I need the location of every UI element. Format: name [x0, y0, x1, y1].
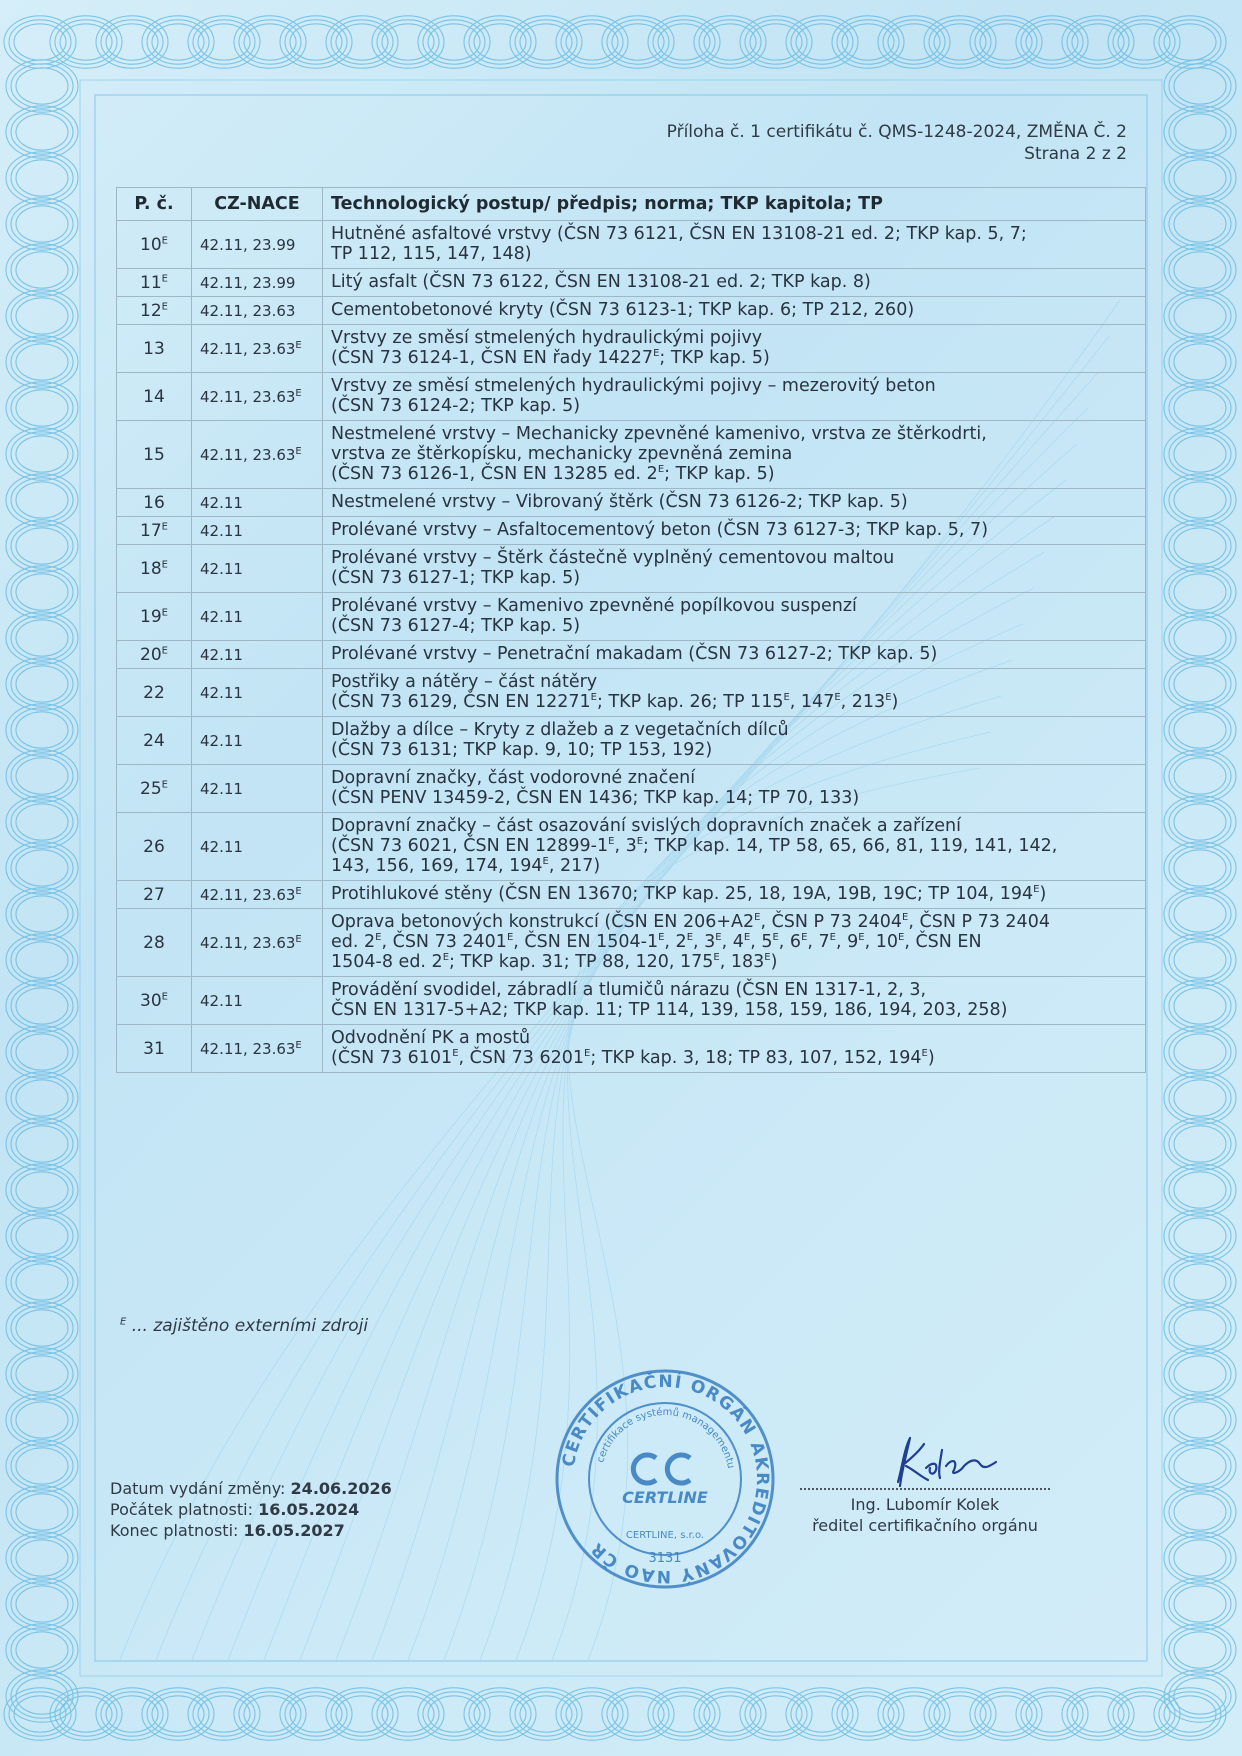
row-number — [117, 545, 192, 593]
procedure-description — [323, 517, 1146, 545]
procedure-line: Nestmelené vrstvy – Mechanicky zpevněné kamenivo, vrstva ze štěrkodrti, — [331, 424, 987, 444]
page-number: Strana 2 z 2 — [1024, 144, 1127, 164]
document-header — [667, 121, 1127, 165]
procedure-description — [323, 813, 1146, 881]
procedure-line: Cementobetonové kryty (ČSN 73 6123-1; TKP kap. 6; TP 212, 260) — [331, 300, 915, 320]
appendix-reference: Příloha č. 1 certifikátu č. QMS-1248-2024, ZMĚNA Č. 2 — [666, 122, 1127, 142]
external-source-mark: E — [715, 932, 722, 944]
row-number — [117, 909, 192, 977]
row-number-value: 19 — [140, 606, 162, 627]
external-source-mark: E — [161, 606, 168, 618]
procedure-line: 143, 156, 169, 174, $194^E$, 217) — [331, 856, 601, 876]
nace-code-value: 42.11 — [200, 493, 243, 512]
nace-code-value: 42.11 — [200, 607, 243, 626]
table-row — [117, 325, 1146, 373]
table-row — [117, 1025, 1146, 1073]
nace-code-value: 42.11 — [200, 683, 243, 702]
table-row — [117, 517, 1146, 545]
nace-code — [192, 489, 323, 517]
stamp-outer-text: CERTIFIKAČNÍ ORGÁN AKREDITOVANÝ NAO ČR — [558, 1371, 773, 1587]
nace-code — [192, 881, 323, 909]
start-date-line — [110, 1499, 392, 1520]
row-number-value: 15 — [143, 444, 165, 465]
nace-code-value: 42.11, 23.63 — [200, 933, 296, 952]
row-number-value: 30 — [140, 990, 162, 1011]
procedure-line: (ČSN 73 6131; TKP kap. 9, 10; TP 153, 192) — [331, 740, 713, 760]
row-number — [117, 297, 192, 325]
external-source-mark: E — [801, 932, 808, 944]
external-source-mark: E — [764, 952, 771, 964]
footnote-text: ... zajištěno externími zdroji — [131, 1316, 369, 1336]
procedure-line: Hutněné asfaltové vrstvy (ČSN 73 6121, ČSN EN 13108-21 ed. 2; TKP kap. 5, 7; — [331, 224, 1027, 244]
procedure-line: Odvodnění PK a mostů — [331, 1028, 531, 1048]
external-source-mark: E — [295, 445, 302, 457]
signer-role: ředitel certifikačního orgánu — [812, 1516, 1038, 1535]
end-date-value: 16.05.2027 — [243, 1521, 345, 1540]
certification-stamp — [552, 1366, 778, 1592]
procedure-line: Prolévané vrstvy – Kamenivo zpevněné popílkovou suspenzí — [331, 596, 857, 616]
procedure-line: (ČSN 73 6021, ČSN EN $12899-1^E$, $3^E$; TKP kap. 14, TP 58, 65, 66, 81, 119, 141, 142, — [331, 836, 1058, 856]
row-number-value: 25 — [140, 778, 162, 799]
nace-code-value: 42.11 — [200, 837, 243, 856]
external-source-mark: E — [636, 836, 644, 848]
issue-date-line — [110, 1478, 392, 1499]
nace-code-value: 42.11, 23.63 — [200, 885, 296, 904]
signer-name: Ing. Lubomír Kolek — [850, 1495, 1000, 1514]
row-number — [117, 881, 192, 909]
external-source-mark: E — [653, 348, 660, 360]
procedure-description — [323, 641, 1146, 669]
external-source-mark: E — [590, 692, 597, 704]
nace-code — [192, 813, 323, 881]
nace-code — [192, 545, 323, 593]
external-source-mark: E — [295, 1039, 302, 1051]
row-number-value: 27 — [143, 884, 165, 905]
external-source-mark: E — [542, 856, 549, 868]
procedure-line: Dopravní značky, část vodorovné značení — [331, 768, 696, 788]
procedure-description — [323, 977, 1146, 1025]
procedure-description — [323, 269, 1146, 297]
nace-code — [192, 517, 323, 545]
start-date-label: Počátek platnosti: — [110, 1500, 253, 1519]
nace-code-value: 42.11 — [200, 559, 243, 578]
external-source-mark: E — [161, 644, 168, 656]
external-source-mark: E — [834, 692, 841, 704]
nace-code — [192, 221, 323, 269]
external-source-mark: E — [829, 932, 836, 944]
row-number — [117, 765, 192, 813]
row-number-value: 22 — [143, 682, 165, 703]
external-source-mark: E — [743, 932, 751, 944]
column-header-nace: CZ-NACE — [192, 188, 323, 221]
procedure-description — [323, 765, 1146, 813]
procedure-line: (ČSN 73 6129, ČSN EN $12271^E$; TKP kap. 26; TP $115^E$, $147^E$, $213^E$) — [331, 692, 899, 712]
procedure-line: Oprava betonových konstrukcí (ČSN EN $206+A2^E$, ČSN P 73 $2404^E$, ČSN P 73 2404 — [331, 912, 1050, 932]
row-number-value: 12 — [140, 300, 162, 321]
procedure-description — [323, 373, 1146, 421]
procedure-description — [323, 1025, 1146, 1073]
table-row — [117, 977, 1146, 1025]
external-source-mark: E — [657, 464, 665, 476]
nace-code — [192, 421, 323, 489]
external-source-mark: E — [161, 300, 168, 312]
row-number-value: 31 — [143, 1038, 165, 1059]
row-number — [117, 325, 192, 373]
external-source-mark: E — [161, 778, 168, 790]
external-source-mark: E — [713, 952, 720, 964]
external-source-mark: E — [885, 692, 892, 704]
nace-code-value: 42.11, 23.99 — [200, 273, 296, 292]
table-row — [117, 221, 1146, 269]
external-source-mark: E — [902, 912, 909, 924]
procedure-description — [323, 669, 1146, 717]
external-source-mark: E — [921, 1048, 928, 1060]
nace-code-value: 42.11, 23.99 — [200, 235, 296, 254]
procedure-line: Prolévané vrstvy – Štěrk částečně vyplněný cementovou maltou — [331, 548, 895, 568]
row-number-value: 20 — [140, 644, 162, 665]
table-row — [117, 765, 1146, 813]
table-row — [117, 717, 1146, 765]
procedure-description — [323, 545, 1146, 593]
validity-dates — [110, 1478, 392, 1541]
procedure-line: (ČSN 73 $6101^E$, ČSN 73 $6201^E$; TKP kap. 3, 18; TP 83, 107, 152, $194^E$) — [331, 1048, 935, 1068]
procedure-description — [323, 297, 1146, 325]
row-number — [117, 717, 192, 765]
nace-code-value: 42.11 — [200, 521, 243, 540]
procedure-description — [323, 421, 1146, 489]
procedure-description — [323, 909, 1146, 977]
external-source-mark: E — [658, 932, 665, 944]
procedure-line: ČSN EN 1317-5+A2; TKP kap. 11; TP 114, 139, 158, 159, 186, 194, 203, 258) — [331, 1000, 1008, 1020]
nace-code — [192, 909, 323, 977]
procedure-line: 1504-8 ed. $2^E$; TKP kap. 31; TP 88, 120, $175^E$, $183^E$) — [331, 952, 778, 972]
end-date-label: Konec platnosti: — [110, 1521, 239, 1540]
nace-code-value: 42.11 — [200, 779, 243, 798]
row-number — [117, 421, 192, 489]
table-row — [117, 269, 1146, 297]
table-row — [117, 813, 1146, 881]
procedure-line: (ČSN 73 6126-1, ČSN EN 13285 ed. $2^E$; TKP kap. 5) — [331, 464, 775, 484]
nace-code-value: 42.11, 23.63 — [200, 1039, 296, 1058]
row-number — [117, 977, 192, 1025]
row-number — [117, 641, 192, 669]
row-number — [117, 669, 192, 717]
procedure-line: (ČSN 73 6124-2; TKP kap. 5) — [331, 396, 581, 416]
column-header-procedure: Technologický postup/ předpis; norma; TKP kapitola; TP — [323, 188, 1146, 221]
external-source-mark: E — [897, 932, 905, 944]
external-source-mark: E — [1033, 884, 1040, 896]
external-source-mark: E — [161, 234, 168, 246]
row-number-value: 18 — [140, 558, 162, 579]
procedure-line: (ČSN PENV 13459-2, ČSN EN 1436; TKP kap. 14; TP 70, 133) — [331, 788, 860, 808]
end-date-line — [110, 1520, 392, 1541]
procedure-line: Vrstvy ze směsí stmelených hydraulickými pojivy – mezerovitý beton — [331, 376, 936, 396]
scope-table — [116, 187, 1146, 1073]
procedure-line: (ČSN 73 6124-1, ČSN EN řady $14227^E$; TKP kap. 5) — [331, 348, 770, 368]
procedure-line: Vrstvy ze směsí stmelených hydraulickými pojivy — [331, 328, 763, 348]
external-source-mark: E — [686, 932, 694, 944]
table-row — [117, 297, 1146, 325]
procedure-description — [323, 717, 1146, 765]
procedure-line: ed. $2^E$, ČSN 73 $2401^E$, ČSN EN $1504-1^E$, $2^E$, $3^E$, $4^E$, $5^E$, $6^E$, $7^E$, $9^E$, $10^E$, ČSN EN — [331, 932, 982, 952]
table-row — [117, 373, 1146, 421]
row-number — [117, 593, 192, 641]
signer-block — [790, 1494, 1060, 1536]
nace-code — [192, 269, 323, 297]
nace-code-value: 42.11, 23.63 — [200, 339, 296, 358]
row-number-value: 16 — [143, 492, 165, 513]
procedure-line: Prolévané vrstvy – Penetrační makadam (ČSN 73 6127-2; TKP kap. 5) — [331, 644, 938, 664]
procedure-line: Protihlukové stěny (ČSN EN 13670; TKP kap. 25, 18, 19A, 19B, 19C; TP 104, $194^E$) — [331, 884, 1047, 904]
nace-code — [192, 765, 323, 813]
procedure-line: TP 112, 115, 147, 148) — [331, 244, 532, 264]
issue-date-label: Datum vydání změny: — [110, 1479, 286, 1498]
external-source-mark: E — [375, 932, 382, 944]
nace-code-value: 42.11 — [200, 731, 243, 750]
external-source-mark: E — [772, 932, 779, 944]
stamp-brand: CERTLINE — [622, 1488, 708, 1507]
procedure-line: (ČSN 73 6127-4; TKP kap. 5) — [331, 616, 581, 636]
signature — [880, 1430, 1010, 1490]
procedure-line: Prolévané vrstvy – Asfaltocementový beton (ČSN 73 6127-3; TKP kap. 5, 7) — [331, 520, 989, 540]
external-source-mark: E — [608, 836, 615, 848]
table-row — [117, 669, 1146, 717]
nace-code — [192, 641, 323, 669]
signature-line — [800, 1488, 1050, 1490]
table-row — [117, 421, 1146, 489]
procedure-description — [323, 593, 1146, 641]
external-source-mark: E — [295, 387, 302, 399]
nace-code-value: 42.11, 23.63 — [200, 301, 296, 320]
external-source-mark: E — [161, 558, 168, 570]
procedure-description — [323, 489, 1146, 517]
external-source-mark: E — [295, 885, 302, 897]
procedure-line: Nestmelené vrstvy – Vibrovaný štěrk (ČSN 73 6126-2; TKP kap. 5) — [331, 492, 908, 512]
row-number-value: 17 — [140, 520, 162, 541]
table-row — [117, 641, 1146, 669]
row-number-value: 26 — [143, 836, 165, 857]
nace-code — [192, 977, 323, 1025]
row-number-value: 14 — [143, 386, 165, 407]
external-source-mark: E — [506, 932, 514, 944]
procedure-line: Dlažby a dílce – Kryty z dlažeb a z vegetačních dílců — [331, 720, 789, 740]
procedure-line: Postřiky a nátěry – část nátěry — [331, 672, 598, 692]
external-source-mark: E — [783, 692, 790, 704]
procedure-line: Dopravní značky – část osazování svislých dopravních značek a zařízení — [331, 816, 961, 836]
nace-code-value: 42.11, 23.63 — [200, 445, 296, 464]
table-row — [117, 593, 1146, 641]
external-source-mark: E — [452, 1048, 459, 1060]
row-number — [117, 1025, 192, 1073]
external-source-mark: E — [584, 1048, 591, 1060]
row-number — [117, 489, 192, 517]
procedure-line: vrstva ze štěrkopísku, mechanicky zpevněná zemina — [331, 444, 793, 464]
row-number-value: 24 — [143, 730, 165, 751]
external-source-mark: E — [161, 272, 168, 284]
procedure-line: (ČSN 73 6127-1; TKP kap. 5) — [331, 568, 581, 588]
external-source-mark: E — [161, 520, 168, 532]
nace-code — [192, 373, 323, 421]
external-source-mark: E — [295, 933, 302, 945]
external-source-mark: E — [442, 952, 450, 964]
stamp-number: 3131 — [648, 1551, 682, 1566]
qc-logo — [633, 1455, 690, 1483]
column-header-number: P. č. — [117, 188, 192, 221]
procedure-line: Provádění svodidel, zábradlí a tlumičů nárazu (ČSN EN 1317-1, 2, 3, — [331, 980, 927, 1000]
stamp-inner-text: certifikace systémů managementu — [595, 1406, 737, 1470]
row-number-value: 10 — [140, 234, 162, 255]
row-number — [117, 373, 192, 421]
row-number-value: 28 — [143, 932, 165, 953]
procedure-description — [323, 881, 1146, 909]
table-header-row — [117, 188, 1146, 221]
nace-code — [192, 1025, 323, 1073]
issue-date-value: 24.06.2026 — [290, 1479, 392, 1498]
nace-code — [192, 297, 323, 325]
start-date-value: 16.05.2024 — [258, 1500, 360, 1519]
procedure-description — [323, 325, 1146, 373]
nace-code-value: 42.11 — [200, 645, 243, 664]
row-number — [117, 269, 192, 297]
nace-code — [192, 325, 323, 373]
procedure-description — [323, 221, 1146, 269]
nace-code — [192, 669, 323, 717]
footnote — [120, 1316, 368, 1336]
svg-text:certifikace systémů management — [595, 1406, 736, 1470]
row-number — [117, 517, 192, 545]
stamp-company: CERTLINE, s.r.o. — [625, 1530, 705, 1541]
external-source-mark: E — [295, 339, 302, 351]
external-source-mark: E — [161, 990, 168, 1002]
row-number-value: 13 — [143, 338, 165, 359]
footnote-mark: E — [120, 1316, 127, 1328]
procedure-line: Litý asfalt (ČSN 73 6122, ČSN EN 13108-21 ed. 2; TKP kap. 8) — [331, 272, 871, 292]
table-row — [117, 545, 1146, 593]
nace-code — [192, 593, 323, 641]
row-number — [117, 813, 192, 881]
row-number-value: 11 — [140, 272, 162, 293]
nace-code — [192, 717, 323, 765]
nace-code-value: 42.11 — [200, 991, 243, 1010]
row-number — [117, 221, 192, 269]
table-row — [117, 489, 1146, 517]
nace-code-value: 42.11, 23.63 — [200, 387, 296, 406]
external-source-mark: E — [754, 912, 761, 924]
table-row — [117, 909, 1146, 977]
table-row — [117, 881, 1146, 909]
external-source-mark: E — [858, 932, 865, 944]
